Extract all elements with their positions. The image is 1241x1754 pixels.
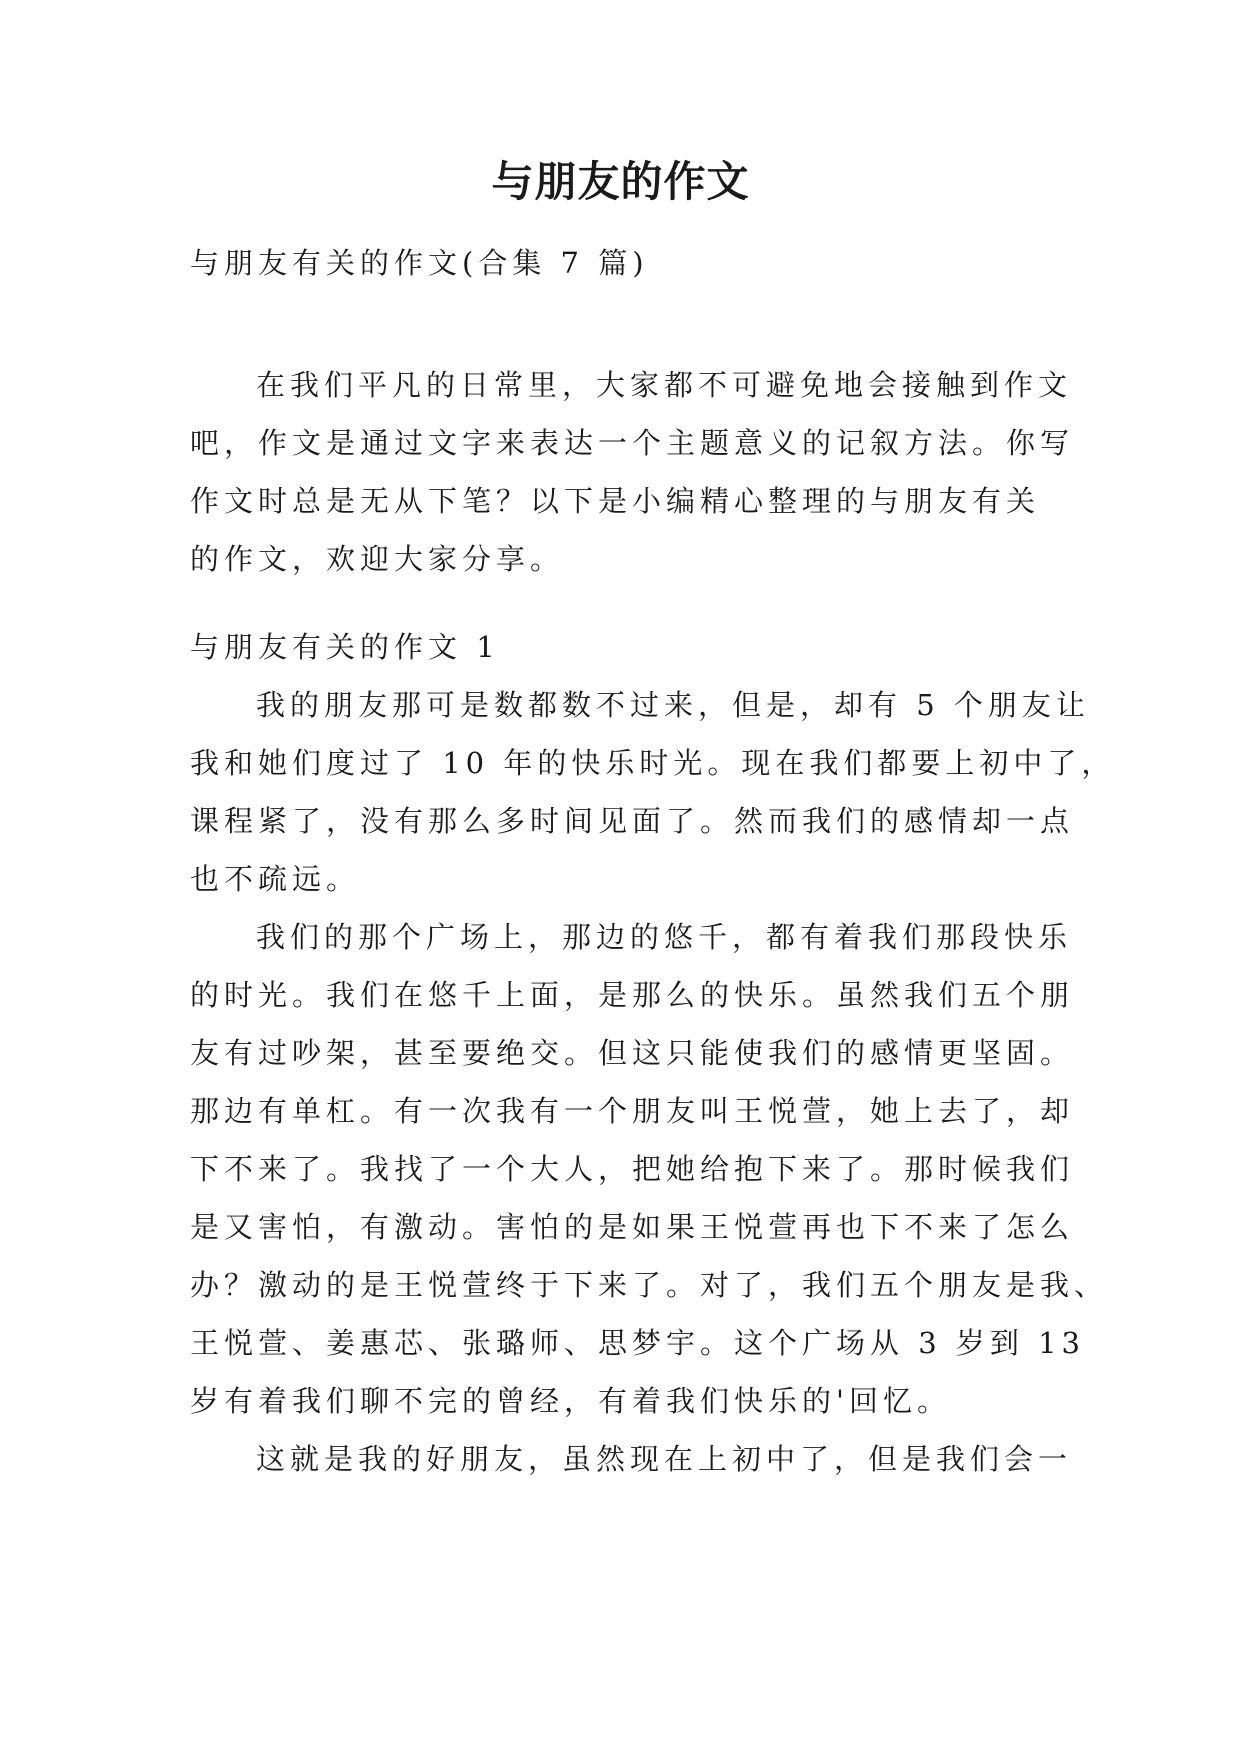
paragraph-line: 作文时总是无从下笔？以下是小编精心整理的与朋友有关 xyxy=(190,484,1041,518)
paragraph-line: 我和她们度过了 10 年的快乐时光。现在我们都要上初中了， xyxy=(190,746,1116,780)
body-paragraph-1 xyxy=(190,676,1116,908)
paragraph-line: 那边有单杠。有一次我有一个朋友叫王悦萱，她上去了，却 xyxy=(190,1094,1075,1128)
body-paragraph-3 xyxy=(190,1430,1073,1488)
paragraph-line: 王悦萱、姜惠芯、张璐师、思梦宇。这个广场从 3 岁到 13 xyxy=(190,1326,1086,1360)
paragraph-line: 岁有着我们聊不完的曾经，有着我们快乐的'回忆。 xyxy=(190,1384,951,1418)
paragraph-line: 下不来了。我找了一个大人，把她给抱下来了。那时候我们 xyxy=(190,1152,1075,1186)
paragraph-line: 友有过吵架，甚至要绝交。但这只能使我们的感情更坚固。 xyxy=(190,1036,1075,1070)
paragraph-line: 我的朋友那可是数都数不过来，但是，却有 5 个朋友让 xyxy=(256,688,1090,722)
body-paragraph-2 xyxy=(190,908,1109,1430)
paragraph-line: 的作文，欢迎大家分享。 xyxy=(190,542,565,576)
paragraph-line: 也不疏远。 xyxy=(190,862,361,896)
paragraph-line: 办？激动的是王悦萱终于下来了。对了，我们五个朋友是我、 xyxy=(190,1268,1109,1302)
paragraph-line: 课程紧了，没有那么多时间见面了。然而我们的感情却一点 xyxy=(190,804,1075,838)
paragraph-line: 吧，作文是通过文字来表达一个主题意义的记叙方法。你写 xyxy=(190,426,1075,460)
paragraph-line: 的时光。我们在悠千上面，是那么的快乐。虽然我们五个朋 xyxy=(190,978,1075,1012)
document-title: 与朋友的作文 xyxy=(491,157,750,206)
document-subtitle xyxy=(190,234,1070,292)
section-heading-text: 与朋友有关的作文 1 xyxy=(190,630,500,664)
paragraph-line: 在我们平凡的日常里，大家都不可避免地会接触到作文 xyxy=(256,368,1073,402)
subtitle-line: 与朋友有关的作文(合集 7 篇) xyxy=(190,246,649,280)
intro-paragraph xyxy=(190,356,1075,588)
paragraph-line: 这就是我的好朋友，虽然现在上初中了，但是我们会一 xyxy=(256,1442,1073,1476)
paragraph-line: 是又害怕，有激动。害怕的是如果王悦萱再也下不来了怎么 xyxy=(190,1210,1075,1244)
paragraph-line: 我们的那个广场上，那边的悠千，都有着我们那段快乐 xyxy=(256,920,1073,954)
section-heading xyxy=(190,618,1070,676)
